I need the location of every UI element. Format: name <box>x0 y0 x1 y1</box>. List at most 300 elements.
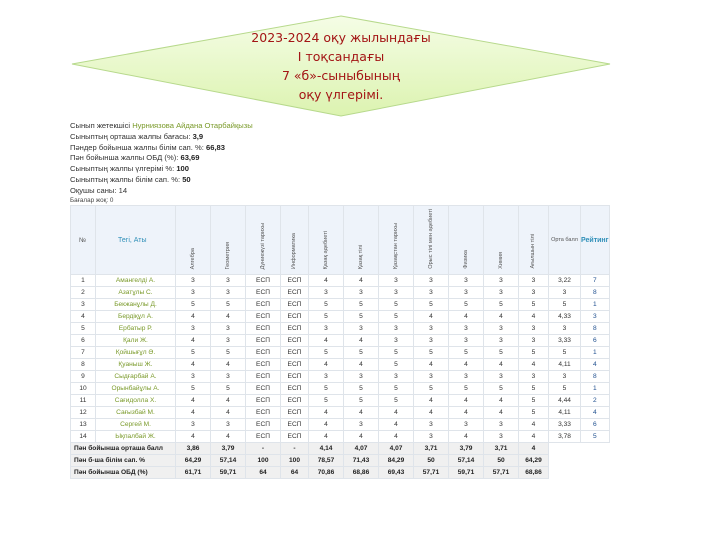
grade-cell: 4 <box>484 359 519 371</box>
student-name-link[interactable]: Сыдғарбай А. <box>96 371 176 383</box>
subjects-obd-label: Пән бойынша жалпы ОБД (%): <box>70 153 179 163</box>
summary-value: 57,14 <box>211 455 246 467</box>
grade-cell: ЕСП <box>246 335 281 347</box>
student-name-link[interactable]: Сергей М. <box>96 419 176 431</box>
table-row <box>71 287 610 299</box>
grade-cell: 4 <box>309 359 344 371</box>
grade-cell: 4 <box>176 431 211 443</box>
grade-cell: 3 <box>414 287 449 299</box>
summary-value: 57,71 <box>484 467 519 479</box>
grade-cell: 3 <box>484 371 519 383</box>
header-avg[interactable]: Орта балл <box>549 206 581 275</box>
row-number: 13 <box>71 419 96 431</box>
summary-value: 69,43 <box>379 467 414 479</box>
grade-cell: 3 <box>176 371 211 383</box>
grade-cell: ЕСП <box>246 407 281 419</box>
summary-value: 3,71 <box>484 443 519 455</box>
grade-cell: 3 <box>344 419 379 431</box>
row-number: 12 <box>71 407 96 419</box>
summary-value: 4,07 <box>379 443 414 455</box>
row-number: 6 <box>71 335 96 347</box>
progress-value: 100 <box>176 164 189 174</box>
rank-cell: 4 <box>581 359 610 371</box>
grade-cell: 5 <box>309 347 344 359</box>
grade-cell: 5 <box>449 299 484 311</box>
row-number: 14 <box>71 431 96 443</box>
summary-value: 64 <box>246 467 281 479</box>
table-row <box>71 299 610 311</box>
grade-cell: 4 <box>449 395 484 407</box>
grade-cell: ЕСП <box>281 407 309 419</box>
student-name-link[interactable]: Бекжанұлы Д. <box>96 299 176 311</box>
grade-cell: 5 <box>519 395 549 407</box>
header-subject[interactable] <box>449 206 484 275</box>
header-subject[interactable] <box>176 206 211 275</box>
rank-cell: 1 <box>581 347 610 359</box>
student-name-link[interactable]: Азатұлы С. <box>96 287 176 299</box>
grade-cell: 4 <box>344 407 379 419</box>
header-subject-label: Физика <box>462 250 469 269</box>
summary-value: 4,14 <box>309 443 344 455</box>
grade-cell: 5 <box>379 383 414 395</box>
report-title <box>68 28 614 104</box>
summary-value: 100 <box>246 455 281 467</box>
grade-cell: ЕСП <box>246 419 281 431</box>
grade-cell: 3 <box>414 275 449 287</box>
subjects-quality-value: 66,83 <box>206 142 226 152</box>
rank-cell: 8 <box>581 287 610 299</box>
grade-cell: ЕСП <box>281 335 309 347</box>
student-name-link[interactable]: Қуаныш Ж. <box>96 359 176 371</box>
grade-cell: 4 <box>309 431 344 443</box>
grade-cell: 4 <box>379 419 414 431</box>
grade-cell: 5 <box>379 395 414 407</box>
grade-cell: 3 <box>414 431 449 443</box>
grade-cell: 3 <box>519 275 549 287</box>
header-subject[interactable] <box>484 206 519 275</box>
student-name-link[interactable]: Сағызбай М. <box>96 407 176 419</box>
teacher-row <box>70 121 253 132</box>
summary-value: 3,86 <box>176 443 211 455</box>
title-diamond-shape <box>68 14 614 118</box>
grade-cell: 3 <box>379 335 414 347</box>
table-row <box>71 323 610 335</box>
table-row <box>71 275 610 287</box>
average-cell: 4,33 <box>549 311 581 323</box>
summary-value: 64,29 <box>176 455 211 467</box>
avg-grade-value: 3,9 <box>192 131 204 141</box>
grade-cell: 4 <box>519 431 549 443</box>
grade-cell: 4 <box>519 359 549 371</box>
grades-table <box>70 205 610 479</box>
grade-cell: 5 <box>519 347 549 359</box>
progress-row <box>70 164 253 175</box>
grade-cell: 4 <box>309 419 344 431</box>
grade-cell: 5 <box>484 299 519 311</box>
summary-value: 57,14 <box>449 455 484 467</box>
grade-cell: 5 <box>414 347 449 359</box>
header-subject[interactable] <box>281 206 309 275</box>
student-name-link[interactable]: Амангелді А. <box>96 275 176 287</box>
rank-cell: 3 <box>581 311 610 323</box>
grade-cell: 3 <box>449 419 484 431</box>
student-name-link[interactable]: Сағидолла Х. <box>96 395 176 407</box>
grade-cell: 4 <box>211 395 246 407</box>
summary-value: 61,71 <box>176 467 211 479</box>
grade-cell: 3 <box>176 323 211 335</box>
avg-grade-row <box>70 132 253 143</box>
grade-cell: 3 <box>379 287 414 299</box>
grade-cell: 3 <box>344 371 379 383</box>
grade-cell: 5 <box>519 299 549 311</box>
student-name-link[interactable]: Қойшығұл Ә. <box>96 347 176 359</box>
grade-cell: 3 <box>414 371 449 383</box>
grade-cell: ЕСП <box>281 419 309 431</box>
grade-cell: 3 <box>211 275 246 287</box>
rank-cell: 1 <box>581 299 610 311</box>
empty-cell <box>581 443 610 455</box>
grade-cell: ЕСП <box>281 299 309 311</box>
grade-cell: 3 <box>449 275 484 287</box>
title-line-2: І тоқсандағы <box>297 49 385 64</box>
grade-cell: 5 <box>211 299 246 311</box>
grade-cell: 4 <box>176 395 211 407</box>
grade-cell: 4 <box>211 431 246 443</box>
progress-label: Сыныптың жалпы үлгерімі %: <box>70 164 175 174</box>
grade-cell: 5 <box>414 299 449 311</box>
summary-label: Пән бойынша орташа балл <box>71 443 176 455</box>
header-subject[interactable] <box>519 206 549 275</box>
header-subject-label: Алгебра <box>189 247 196 269</box>
grade-cell: 5 <box>309 299 344 311</box>
grade-cell: 4 <box>176 407 211 419</box>
header-subject[interactable] <box>414 206 449 275</box>
student-name-link[interactable]: Бердіқұл А. <box>96 311 176 323</box>
grade-cell: ЕСП <box>246 275 281 287</box>
grade-cell: 4 <box>414 395 449 407</box>
rank-cell: 2 <box>581 395 610 407</box>
grade-cell: ЕСП <box>281 347 309 359</box>
summary-value: 100 <box>281 455 309 467</box>
average-cell: 5 <box>549 347 581 359</box>
grade-cell: 5 <box>211 383 246 395</box>
grade-cell: 3 <box>379 371 414 383</box>
quality-label: Сыныптың жалпы білім сап. %: <box>70 174 181 184</box>
grade-cell: 4 <box>344 335 379 347</box>
table-row <box>71 335 610 347</box>
summary-value: 68,86 <box>344 467 379 479</box>
grade-cell: 3 <box>519 335 549 347</box>
grade-cell: 5 <box>344 395 379 407</box>
grade-cell: 5 <box>484 347 519 359</box>
grade-cell: ЕСП <box>246 431 281 443</box>
rank-cell: 7 <box>581 275 610 287</box>
grade-cell: ЕСП <box>246 395 281 407</box>
grade-cell: 4 <box>309 335 344 347</box>
header-subject[interactable] <box>379 206 414 275</box>
summary-value: - <box>281 443 309 455</box>
summary-label: Пән бойынша ОБД (%) <box>71 467 176 479</box>
average-cell: 3,33 <box>549 419 581 431</box>
empty-cell <box>549 467 581 479</box>
grade-cell: 3 <box>449 371 484 383</box>
summary-value: 59,71 <box>449 467 484 479</box>
table-row <box>71 395 610 407</box>
grade-cell: 3 <box>344 323 379 335</box>
grade-cell: 3 <box>176 419 211 431</box>
average-cell: 3,22 <box>549 275 581 287</box>
grade-cell: ЕСП <box>281 431 309 443</box>
header-subject[interactable] <box>211 206 246 275</box>
header-subject-label: Орыс тілі мен әдебиеті <box>427 209 434 269</box>
rank-cell: 6 <box>581 419 610 431</box>
avg-grade-label: Сыныптың орташа жалпы бағасы: <box>70 131 191 141</box>
grade-cell: ЕСП <box>281 287 309 299</box>
grade-cell: 5 <box>309 395 344 407</box>
absent-value: 0 <box>109 196 114 204</box>
summary-value: 4,07 <box>344 443 379 455</box>
grade-cell: ЕСП <box>281 275 309 287</box>
grade-cell: 4 <box>309 275 344 287</box>
grade-cell: 3 <box>309 371 344 383</box>
grade-cell: 4 <box>519 311 549 323</box>
header-subject-label: Ағылшын тілі <box>530 234 537 269</box>
average-cell: 4,11 <box>549 407 581 419</box>
rank-cell: 1 <box>581 383 610 395</box>
grade-cell: 3 <box>519 371 549 383</box>
grade-cell: 4 <box>211 311 246 323</box>
header-name[interactable]: Тегі, Аты <box>96 206 176 275</box>
table-row <box>71 431 610 443</box>
row-number: 8 <box>71 359 96 371</box>
grade-cell: 3 <box>484 419 519 431</box>
summary-value: - <box>246 443 281 455</box>
title-line-4: оқу үлгерімі. <box>298 87 384 102</box>
header-rank[interactable]: Рейтинг <box>581 206 610 275</box>
grade-cell: ЕСП <box>246 299 281 311</box>
teacher-label: Сынып жетекшісі <box>70 121 131 130</box>
summary-value: 50 <box>414 455 449 467</box>
grade-cell: 4 <box>344 275 379 287</box>
table-row <box>71 407 610 419</box>
grade-cell: 4 <box>379 407 414 419</box>
row-number: 1 <box>71 275 96 287</box>
table-row <box>71 419 610 431</box>
grade-cell: 3 <box>211 335 246 347</box>
header-subject-label: Химия <box>497 252 504 269</box>
row-number: 7 <box>71 347 96 359</box>
grade-cell: ЕСП <box>246 323 281 335</box>
grade-cell: 3 <box>414 323 449 335</box>
grade-cell: ЕСП <box>281 383 309 395</box>
grade-cell: 4 <box>309 407 344 419</box>
grade-cell: 3 <box>379 275 414 287</box>
average-cell: 3 <box>549 323 581 335</box>
grade-cell: 3 <box>379 323 414 335</box>
grade-cell: 5 <box>414 383 449 395</box>
grade-cell: 3 <box>211 371 246 383</box>
summary-value: 3,79 <box>449 443 484 455</box>
empty-cell <box>549 443 581 455</box>
title-line-1: 2023-2024 оқу жылындағы <box>251 30 431 45</box>
grade-cell: ЕСП <box>246 347 281 359</box>
grade-cell: 4 <box>176 335 211 347</box>
students-label: Оқушы саны: <box>70 185 117 195</box>
summary-value: 84,29 <box>379 455 414 467</box>
grade-cell: 4 <box>449 407 484 419</box>
grade-cell: 5 <box>449 383 484 395</box>
header-subject-label: Геометрия <box>224 241 231 269</box>
table-row <box>71 383 610 395</box>
grade-cell: 5 <box>309 383 344 395</box>
grade-cell: 5 <box>344 311 379 323</box>
row-number: 4 <box>71 311 96 323</box>
grade-cell: 3 <box>484 335 519 347</box>
summary-value: 68,86 <box>519 467 549 479</box>
grade-cell: 5 <box>379 359 414 371</box>
average-cell: 3 <box>549 287 581 299</box>
grade-cell: ЕСП <box>281 371 309 383</box>
grade-cell: 4 <box>484 311 519 323</box>
grade-cell: ЕСП <box>281 311 309 323</box>
grade-cell: 5 <box>379 347 414 359</box>
grade-cell: ЕСП <box>246 287 281 299</box>
summary-value: 64 <box>281 467 309 479</box>
row-number: 9 <box>71 371 96 383</box>
student-name-link[interactable]: Ербатыр Р. <box>96 323 176 335</box>
subjects-obd-value: 63,69 <box>180 153 200 163</box>
grade-cell: 5 <box>484 383 519 395</box>
grade-cell: 5 <box>379 299 414 311</box>
header-no: № <box>71 206 96 275</box>
grade-cell: 3 <box>414 335 449 347</box>
summary-row <box>71 443 610 455</box>
grade-cell: 4 <box>344 431 379 443</box>
header-subject-label: Қазақ әдебиеті <box>322 230 329 269</box>
grade-cell: 4 <box>414 311 449 323</box>
row-number: 5 <box>71 323 96 335</box>
summary-value: 3,79 <box>211 443 246 455</box>
summary-row <box>71 467 610 479</box>
row-number: 11 <box>71 395 96 407</box>
grade-cell: 4 <box>176 311 211 323</box>
grade-cell: 4 <box>379 431 414 443</box>
grade-cell: 3 <box>309 323 344 335</box>
summary-value: 3,71 <box>414 443 449 455</box>
grade-cell: 3 <box>414 419 449 431</box>
table-row <box>71 347 610 359</box>
grade-cell: 5 <box>309 311 344 323</box>
grade-cell: 5 <box>344 383 379 395</box>
average-cell: 5 <box>549 383 581 395</box>
rank-cell: 5 <box>581 431 610 443</box>
grade-cell: 3 <box>309 287 344 299</box>
rank-cell: 8 <box>581 371 610 383</box>
header-subject-label: Қазақстан тарихы <box>392 222 399 269</box>
grade-cell: 5 <box>176 347 211 359</box>
header-subject[interactable] <box>309 206 344 275</box>
grade-cell: 4 <box>449 359 484 371</box>
rank-cell: 6 <box>581 335 610 347</box>
grade-cell: 3 <box>449 323 484 335</box>
grade-cell: 4 <box>211 359 246 371</box>
quality-row <box>70 175 253 186</box>
table-body <box>71 275 610 443</box>
grade-cell: 5 <box>211 347 246 359</box>
rank-cell: 8 <box>581 323 610 335</box>
summary-value: 64,29 <box>519 455 549 467</box>
grade-cell: 3 <box>484 275 519 287</box>
header-subject-label: Дүниежүзі тарихы <box>259 222 266 269</box>
summary-value: 59,71 <box>211 467 246 479</box>
grade-cell: 5 <box>379 311 414 323</box>
grade-cell: 4 <box>519 419 549 431</box>
header-subject-label: Информатика <box>291 232 298 269</box>
rank-cell: 4 <box>581 407 610 419</box>
grade-cell: 3 <box>519 323 549 335</box>
row-number: 2 <box>71 287 96 299</box>
grade-cell: 5 <box>344 299 379 311</box>
grade-cell: 3 <box>519 287 549 299</box>
absent-label: Бағалар жоқ: <box>70 196 109 204</box>
grade-cell: 5 <box>176 383 211 395</box>
grade-cell: 3 <box>344 287 379 299</box>
summary-value: 70,86 <box>309 467 344 479</box>
grade-cell: 5 <box>344 347 379 359</box>
student-name-link[interactable]: Ықпалбай Ж. <box>96 431 176 443</box>
average-cell: 5 <box>549 299 581 311</box>
header-subject[interactable] <box>246 206 281 275</box>
grade-cell: 3 <box>449 335 484 347</box>
teacher-name: Нурниязова Айдана Отарбайқызы <box>132 121 253 130</box>
grade-cell: 4 <box>484 395 519 407</box>
table-row <box>71 311 610 323</box>
header-subject-label: Қазақ тілі <box>357 244 364 269</box>
subjects-obd-row <box>70 153 253 164</box>
students-row <box>70 186 253 197</box>
grade-cell: ЕСП <box>246 383 281 395</box>
grade-cell: 4 <box>414 407 449 419</box>
table-row <box>71 359 610 371</box>
header-subject[interactable] <box>344 206 379 275</box>
average-cell: 3,33 <box>549 335 581 347</box>
grade-cell: 3 <box>211 323 246 335</box>
table-header-row <box>71 206 610 275</box>
student-name-link[interactable]: Қали Ж. <box>96 335 176 347</box>
summary-value: 50 <box>484 455 519 467</box>
grade-cell: ЕСП <box>246 371 281 383</box>
summary-value: 78,57 <box>309 455 344 467</box>
grade-cell: 3 <box>176 287 211 299</box>
empty-cell <box>581 455 610 467</box>
summary-value: 4 <box>519 443 549 455</box>
empty-cell <box>581 467 610 479</box>
grade-cell: ЕСП <box>281 323 309 335</box>
grade-cell: 3 <box>449 287 484 299</box>
average-cell: 3 <box>549 371 581 383</box>
grade-cell: ЕСП <box>246 311 281 323</box>
grade-cell: 4 <box>344 359 379 371</box>
student-name-link[interactable]: Орынбайұлы А. <box>96 383 176 395</box>
grade-cell: 3 <box>484 323 519 335</box>
grade-cell: ЕСП <box>281 395 309 407</box>
average-cell: 3,78 <box>549 431 581 443</box>
quality-value: 50 <box>182 174 191 184</box>
summary-value: 57,71 <box>414 467 449 479</box>
summary-row <box>71 455 610 467</box>
subjects-quality-label: Пәндер бойынша жалпы білім сап. %: <box>70 142 204 152</box>
absent-row <box>70 197 253 204</box>
